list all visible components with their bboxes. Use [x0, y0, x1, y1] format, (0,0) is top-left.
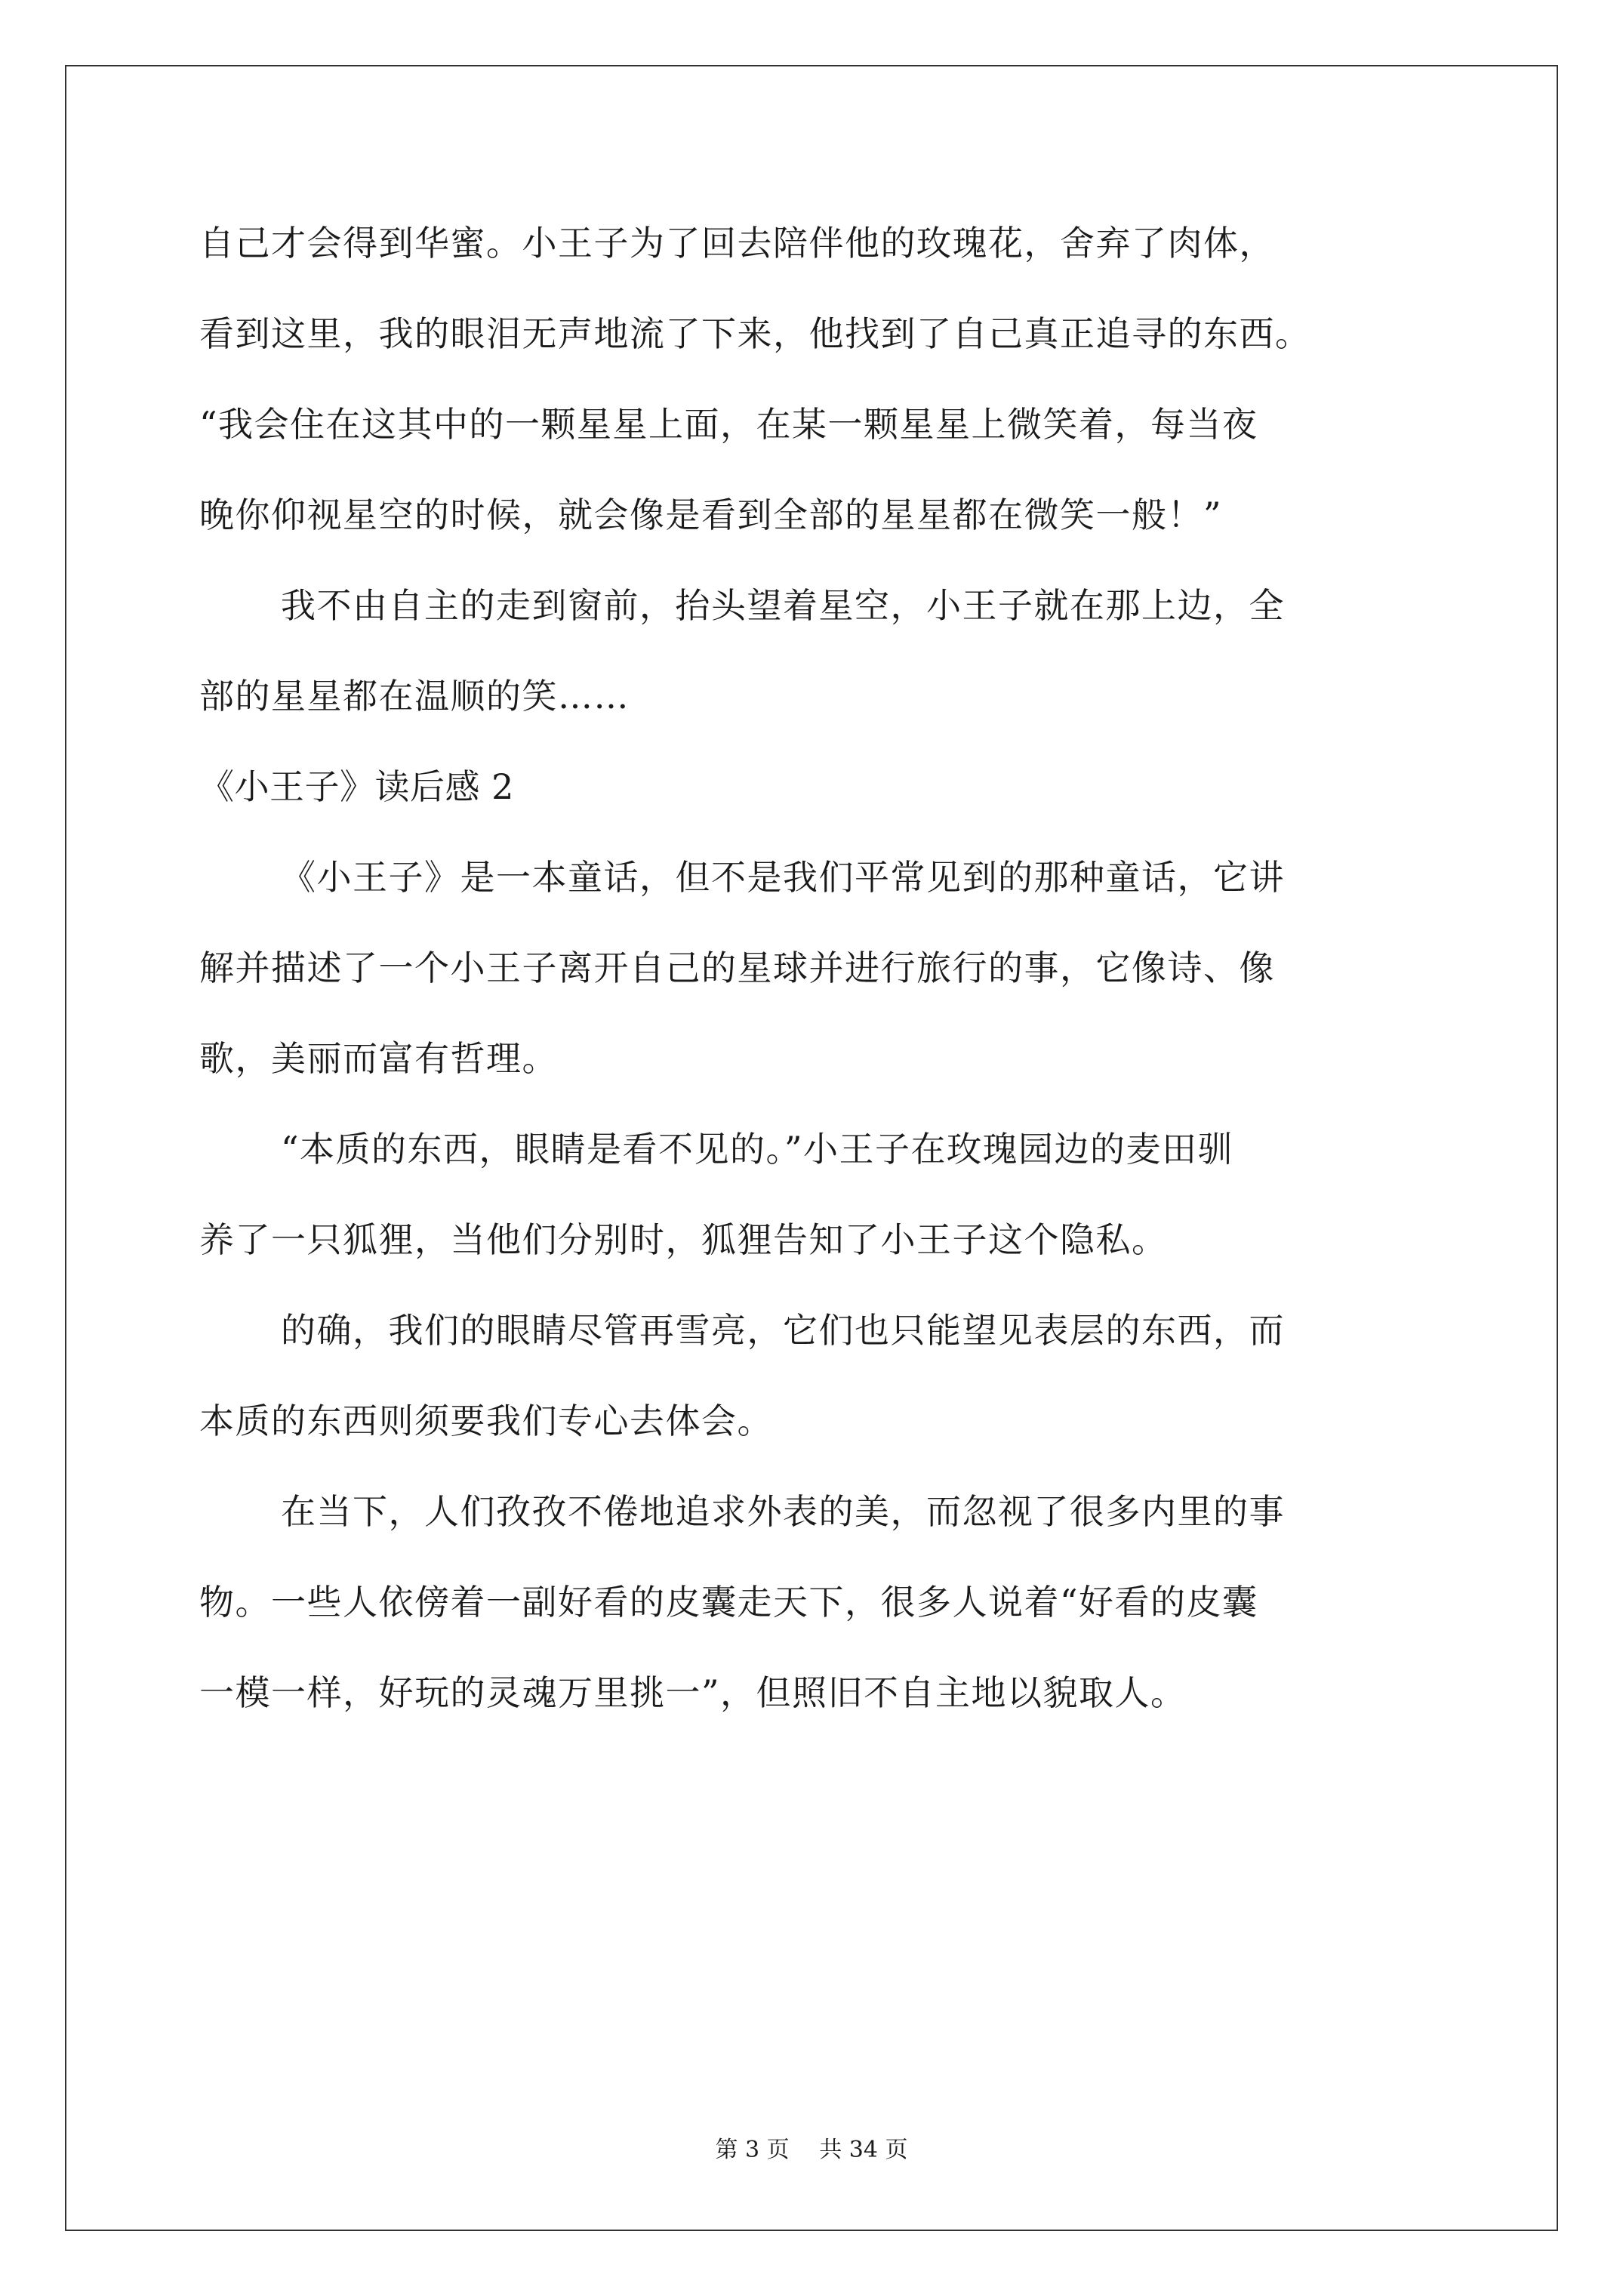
- text-line: 歌，美丽而富有哲理。: [199, 1038, 558, 1079]
- text-line: 物。一些人依傍着一副好看的皮囊走天下，很多人说着“好看的皮囊: [199, 1582, 1258, 1623]
- text-line: 本质的东西则须要我们专心去体会。: [199, 1401, 773, 1441]
- paragraph-first-line: 在当下，人们孜孜不倦地追求外表的美，而忽视了很多内里的事: [281, 1491, 1285, 1532]
- paragraph-first-line: 《小王子》是一本童话，但不是我们平常见到的那种童话，它讲: [281, 857, 1285, 898]
- text-line: 一模一样，好玩的灵魂万里挑一”，但照旧不自主地以貌取人。: [199, 1672, 1187, 1713]
- page-number-footer: 第 3 页 共 34 页: [715, 2137, 908, 2163]
- section-heading: 《小王子》读后感 2: [199, 766, 514, 807]
- paragraph-first-line: “本质的东西，眼睛是看不见的。”小王子在玫瑰园边的麦田驯: [281, 1129, 1234, 1170]
- text-line: 部的星星都在温顺的笑……: [199, 676, 630, 717]
- paragraph-first-line: 的确，我们的眼睛尽管再雪亮，它们也只能望见表层的东西，而: [281, 1310, 1285, 1351]
- text-line: 自己才会得到华蜜。小王子为了回去陪伴他的玫瑰花，舍弃了肉体，: [199, 223, 1275, 264]
- text-line: 解并描述了一个小王子离开自己的星球并进行旅行的事，它像诗、像: [199, 948, 1275, 988]
- paragraph-first-line: 我不由自主的走到窗前，抬头望着星空，小王子就在那上边，全: [281, 585, 1285, 626]
- text-line: 晚你仰视星空的时候，就会像是看到全部的星星都在微笑一般！”: [199, 495, 1223, 535]
- text-line: 看到这里，我的眼泪无声地流了下来，他找到了自己真正追寻的东西。: [199, 313, 1311, 354]
- text-line: “我会住在这其中的一颗星星上面，在某一颗星星上微笑着，每当夜: [199, 404, 1258, 445]
- document-body: [199, 198, 1422, 1738]
- text-line: 养了一只狐狸，当他们分别时，狐狸告知了小王子这个隐私。: [199, 1219, 1168, 1260]
